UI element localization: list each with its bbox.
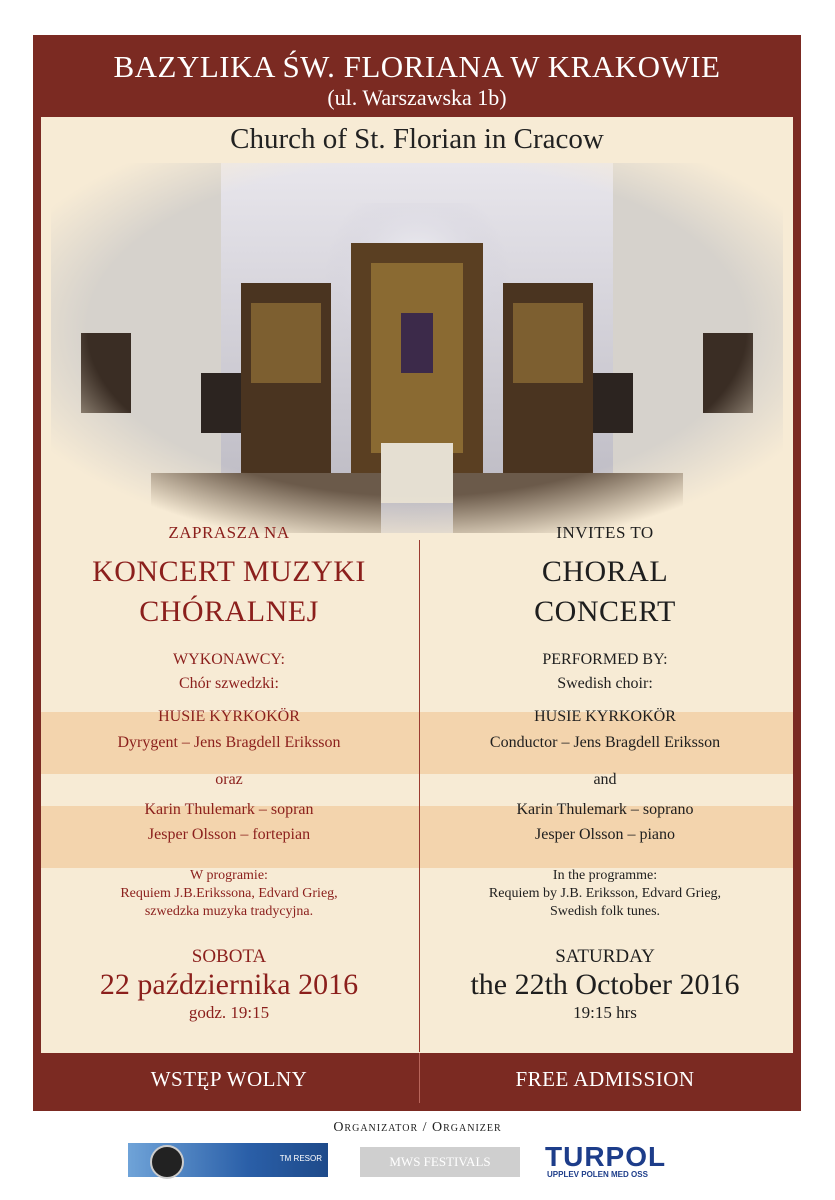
programme-line1: Requiem J.B.Erikssona, Edvard Grieg, (120, 886, 338, 901)
admission-divider (419, 1053, 420, 1103)
and-text: and (593, 771, 617, 788)
concert-heading-line2: CHÓRALNEJ (139, 595, 319, 628)
concert-heading-line2: CONCERT (534, 595, 676, 628)
mws-festivals-logo: MWS FESTIVALS (360, 1147, 520, 1177)
concert-day: SOBOTA (191, 946, 267, 967)
performers-label: PERFORMED BY: (542, 651, 668, 668)
programme-line2: Swedish folk tunes. (549, 904, 661, 919)
performers-label: WYKONAWCY: (173, 651, 285, 668)
turpol-logo (545, 1141, 667, 1179)
tm-resor-logo (128, 1143, 328, 1177)
programme-line2: szwedzka muzyka tradycyjna. (144, 904, 314, 919)
logo-circle-icon (150, 1145, 184, 1179)
organizer-label: Organizator / Organizer (333, 1120, 502, 1135)
concert-time: 19:15 hrs (573, 1003, 637, 1022)
and-text: oraz (215, 771, 243, 788)
concert-day: SATURDAY (555, 946, 655, 967)
turpol-wordmark: TURPOL (545, 1141, 667, 1172)
address: (ul. Warszawska 1b) (327, 85, 507, 110)
invites-text: INVITES TO (556, 523, 654, 542)
header-band (41, 35, 793, 117)
poster-frame (33, 35, 801, 1111)
soprano: Karin Thulemark – soprano (516, 801, 694, 818)
title-en: Church of St. Florian in Cracow (230, 123, 604, 155)
concert-time: godz. 19:15 (188, 1003, 270, 1022)
concert-date: 22 października 2016 (99, 968, 359, 1001)
turpol-tagline: UPPLEV POLEN MED OSS (547, 1170, 648, 1179)
invites-text: ZAPRASZA NA (168, 523, 290, 542)
concert-heading-line1: KONCERT MUZYKI (92, 555, 366, 588)
programme-line1: Requiem by J.B. Eriksson, Edvard Grieg, (488, 886, 722, 901)
admission-band (41, 1053, 793, 1103)
conductor: Dyrygent – Jens Bragdell Eriksson (117, 734, 341, 751)
choir-name: HUSIE KYRKOKÖR (158, 708, 300, 725)
pianist: Jesper Olsson – piano (535, 826, 675, 843)
concert-date: the 22th October 2016 (470, 968, 740, 1001)
soprano: Karin Thulemark – sopran (144, 801, 314, 818)
choir-name: HUSIE KYRKOKÖR (534, 708, 676, 725)
choir-label: Chór szwedzki: (179, 675, 279, 692)
logo1-text: TM RESOR (279, 1154, 322, 1163)
admission-pl: WSTĘP WOLNY (150, 1067, 308, 1091)
poster-body (41, 35, 793, 1103)
conductor: Conductor – Jens Bragdell Eriksson (489, 734, 721, 751)
church-interior-photo (51, 163, 783, 533)
programme-label: In the programme: (552, 868, 658, 883)
admission-en: FREE ADMISSION (515, 1067, 695, 1091)
column-divider (419, 540, 420, 1052)
choir-label: Swedish choir: (557, 675, 653, 692)
title-pl: BAZYLIKA ŚW. FLORIANA W KRAKOWIE (113, 49, 721, 84)
programme-label: W programie: (190, 868, 268, 883)
concert-heading-line1: CHORAL (541, 555, 669, 588)
pianist: Jesper Olsson – fortepian (147, 826, 311, 843)
